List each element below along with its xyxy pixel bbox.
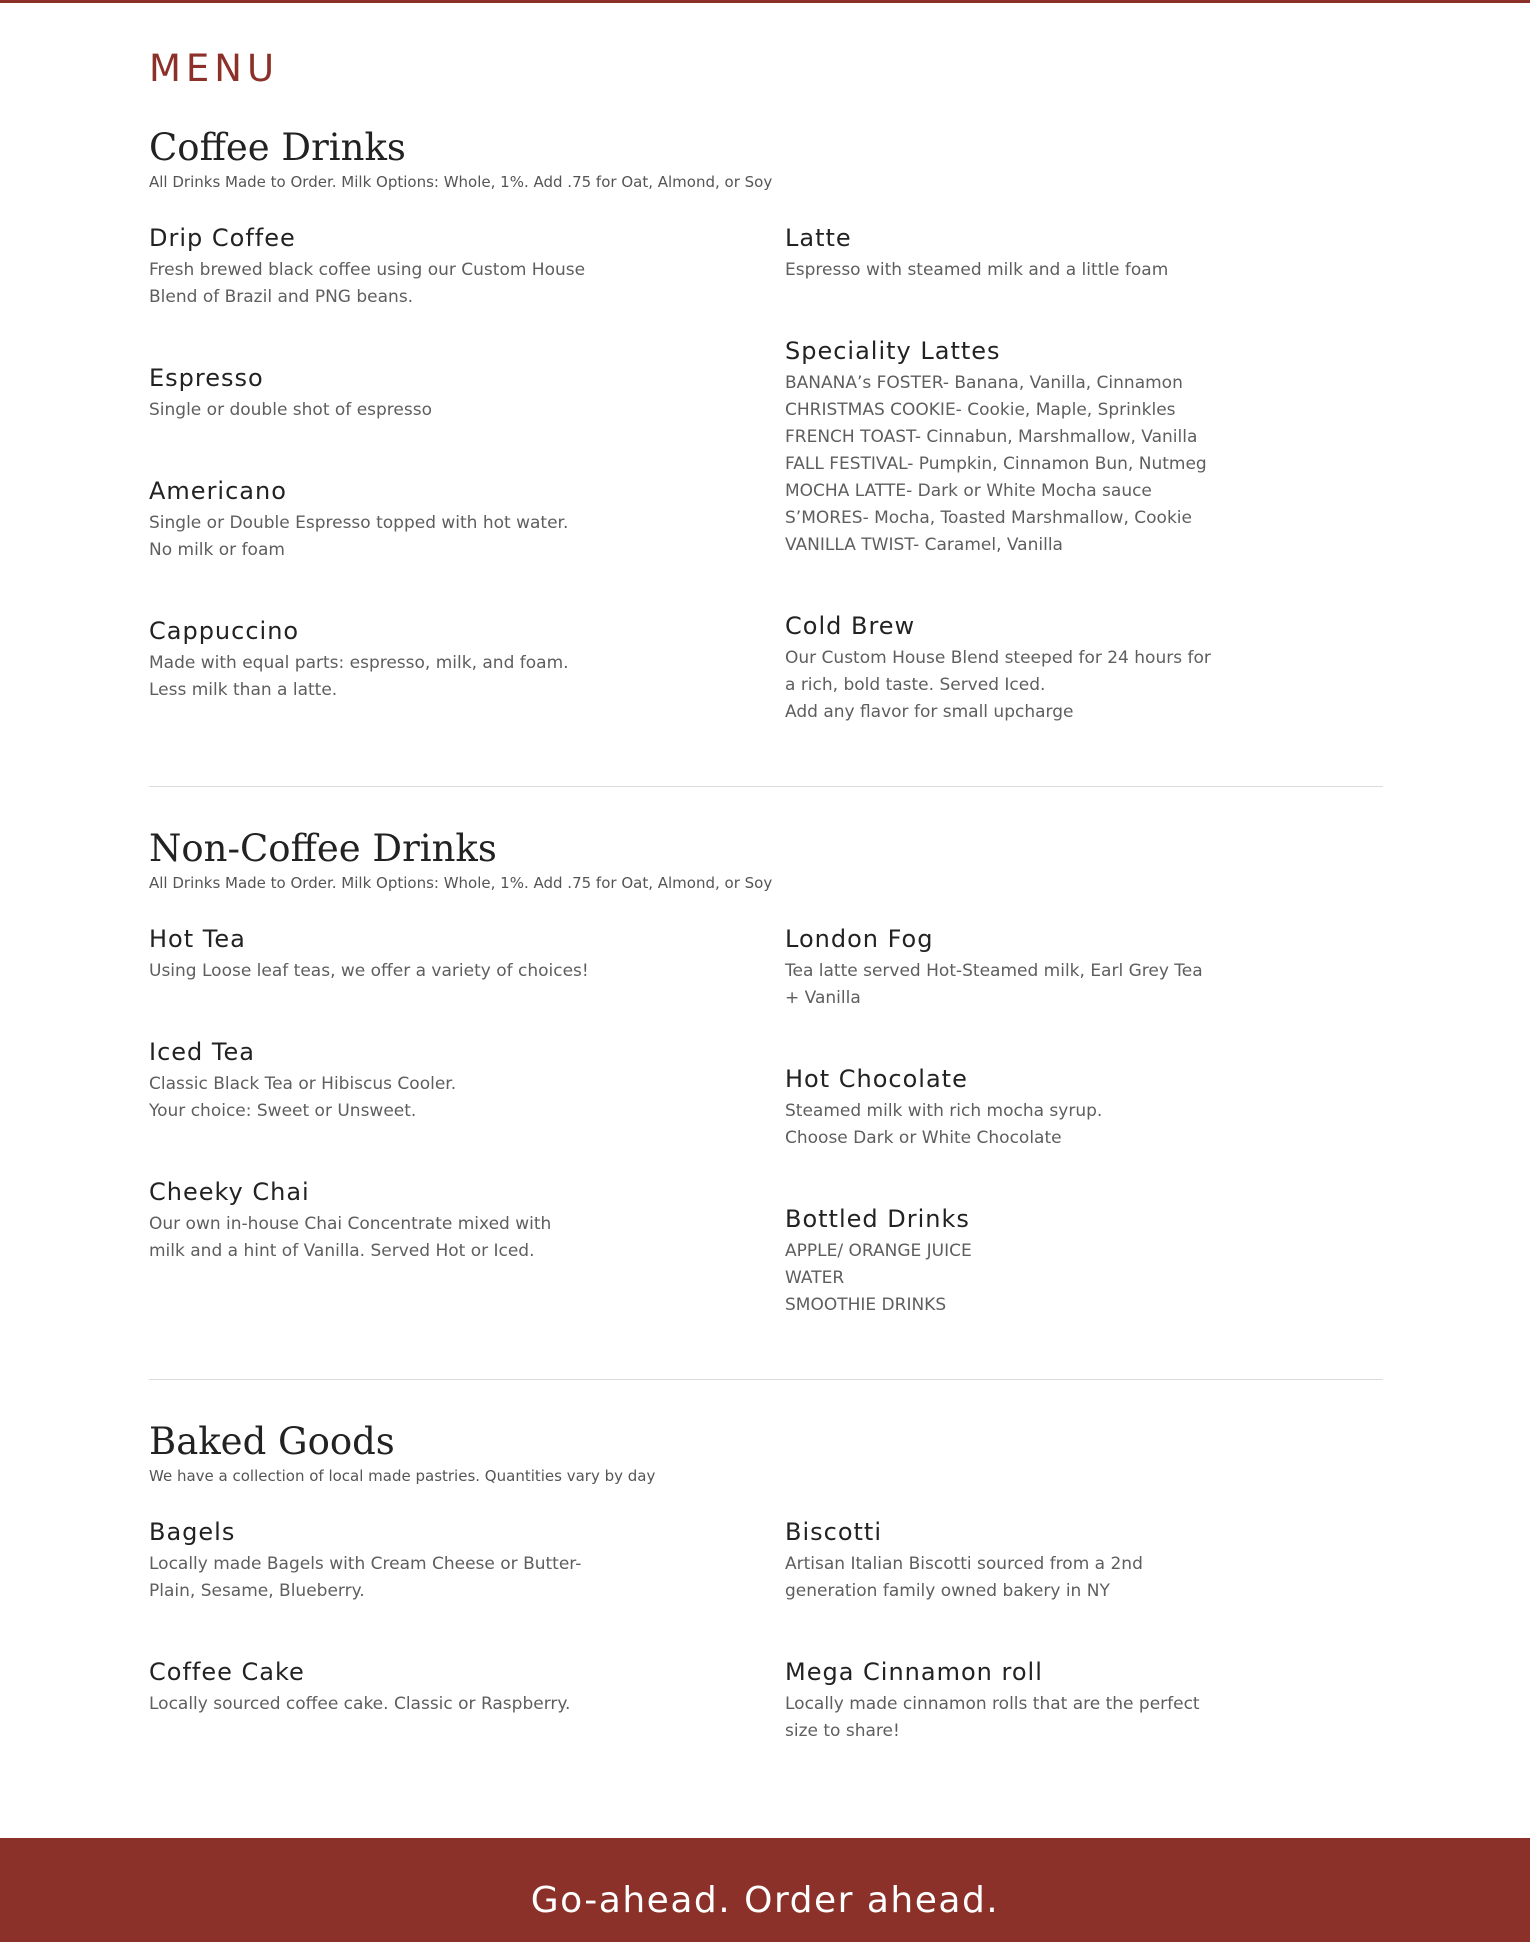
- item-name: Mega Cinnamon roll: [785, 1658, 1043, 1686]
- footer-banner: [0, 1838, 1530, 1942]
- menu-item-bottled-drinks: [785, 1204, 1285, 1319]
- item-description: Single or Double Espresso topped with hot water. No milk or foam: [149, 513, 569, 560]
- menu-item-mega-cinnamon-roll: [785, 1657, 1285, 1745]
- menu-item-iced-tea: [149, 1037, 649, 1125]
- menu-item-bagels: [149, 1517, 649, 1605]
- item-description: Locally made cinnamon rolls that are the perfect size to share!: [785, 1694, 1200, 1741]
- top-accent-bar: [0, 0, 1530, 3]
- item-description: Our own in-house Chai Concentrate mixed with milk and a hint of Vanilla. Served Hot or Iced.: [149, 1214, 552, 1261]
- item-name: Iced Tea: [149, 1038, 255, 1066]
- item-name: Americano: [149, 477, 287, 505]
- item-name: Drip Coffee: [149, 224, 296, 252]
- section-title: Baked Goods: [149, 1420, 395, 1463]
- menu-item-espresso: [149, 363, 649, 424]
- item-description: APPLE/ ORANGE JUICE WATER SMOOTHIE DRINKS: [785, 1241, 972, 1315]
- item-name: Coffee Cake: [149, 1658, 305, 1686]
- item-description: Our Custom House Blend steeped for 24 hours for a rich, bold taste. Served Iced. Add any flavor for small upcharge: [785, 648, 1211, 722]
- item-description: Using Loose leaf teas, we offer a variety of choices!: [149, 961, 589, 981]
- item-description: Espresso with steamed milk and a little foam: [785, 260, 1169, 280]
- menu-item-speciality-lattes: [785, 336, 1285, 559]
- item-description: BANANA’s FOSTER- Banana, Vanilla, Cinnamon CHRISTMAS COOKIE- Cookie, Maple, Sprinkles FRENCH TOAST- Cinnabun, Marshmallow, Vanilla FALL FESTIVAL- Pumpkin, Cinnamon Bun, Nutmeg MOCHA LATTE- Dark or White Mocha sauce S’MORES- Mocha, Toasted Marshmallow, Cookie VANILLA TWIST- Caramel, Vanilla: [785, 373, 1207, 555]
- menu-item-biscotti: [785, 1517, 1285, 1605]
- item-name: Speciality Lattes: [785, 337, 1001, 365]
- item-description: Made with equal parts: espresso, milk, and foam. Less milk than a latte.: [149, 653, 569, 700]
- menu-item-latte: [785, 223, 1285, 284]
- item-description: Locally sourced coffee cake. Classic or Raspberry.: [149, 1694, 571, 1714]
- section-title: Coffee Drinks: [149, 126, 406, 169]
- item-name: Cold Brew: [785, 612, 916, 640]
- menu-item-drip-coffee: [149, 223, 649, 311]
- menu-item-cappuccino: [149, 616, 649, 704]
- item-description: Fresh brewed black coffee using our Custom House Blend of Brazil and PNG beans.: [149, 260, 586, 307]
- menu-item-hot-chocolate: [785, 1064, 1285, 1152]
- item-description: Single or double shot of espresso: [149, 400, 432, 420]
- item-name: Hot Tea: [149, 925, 246, 953]
- menu-item-cold-brew: [785, 611, 1285, 726]
- menu-item-london-fog: [785, 924, 1285, 1012]
- section-divider: [149, 786, 1383, 787]
- menu-item-cheeky-chai: [149, 1177, 649, 1265]
- item-name: Bagels: [149, 1518, 236, 1546]
- menu-title: MENU: [149, 47, 280, 90]
- footer-tagline: Go-ahead. Order ahead.: [530, 1880, 1000, 1921]
- item-name: Espresso: [149, 364, 264, 392]
- section-subtitle: We have a collection of local made pastries. Quantities vary by day: [149, 1467, 656, 1485]
- item-description: Classic Black Tea or Hibiscus Cooler. Your choice: Sweet or Unsweet.: [149, 1074, 457, 1121]
- section-subtitle: All Drinks Made to Order. Milk Options: Whole, 1%. Add .75 for Oat, Almond, or Soy: [149, 874, 773, 892]
- item-name: Latte: [785, 224, 852, 252]
- item-description: Tea latte served Hot-Steamed milk, Earl Grey Tea + Vanilla: [785, 961, 1203, 1008]
- item-description: Steamed milk with rich mocha syrup. Choose Dark or White Chocolate: [785, 1101, 1103, 1148]
- section-subtitle: All Drinks Made to Order. Milk Options: Whole, 1%. Add .75 for Oat, Almond, or Soy: [149, 173, 773, 191]
- section-title: Non-Coffee Drinks: [149, 827, 497, 870]
- menu-item-coffee-cake: [149, 1657, 649, 1718]
- menu-item-americano: [149, 476, 649, 564]
- item-name: Cappuccino: [149, 617, 300, 645]
- item-name: Hot Chocolate: [785, 1065, 968, 1093]
- item-name: London Fog: [785, 925, 934, 953]
- menu-item-hot-tea: [149, 924, 649, 985]
- section-divider: [149, 1379, 1383, 1380]
- item-name: Cheeky Chai: [149, 1178, 310, 1206]
- item-name: Bottled Drinks: [785, 1205, 970, 1233]
- item-description: Artisan Italian Biscotti sourced from a 2nd generation family owned bakery in NY: [785, 1554, 1143, 1601]
- item-name: Biscotti: [785, 1518, 883, 1546]
- item-description: Locally made Bagels with Cream Cheese or Butter- Plain, Sesame, Blueberry.: [149, 1554, 582, 1601]
